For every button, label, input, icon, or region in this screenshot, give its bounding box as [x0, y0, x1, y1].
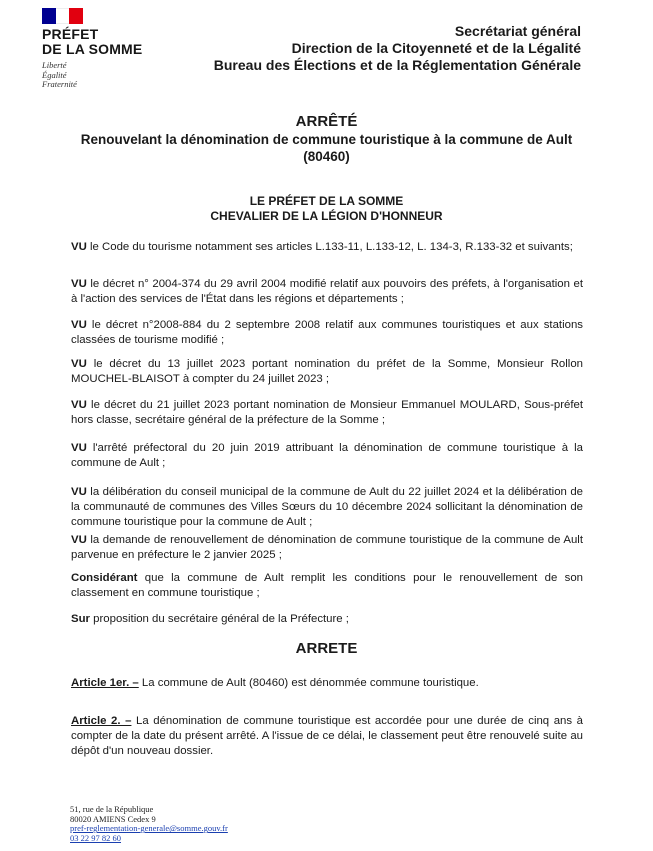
- french-flag-icon: [42, 8, 83, 24]
- article-2: [71, 714, 583, 760]
- republic-motto: [42, 61, 162, 90]
- prefet-line-1: LE PRÉFET DE LA SOMME: [249, 194, 404, 208]
- visa-text: la demande de renouvellement de dénomination de commune touristique de la commune de Ault parvenue en préfecture le 2 janvier 2025 ;: [71, 534, 583, 562]
- prefet-logo: [42, 8, 162, 90]
- logo-line-1: PRÉFET: [42, 26, 99, 42]
- visa-text: le décret n°2008-884 du 2 septembre 2008 relatif aux communes touristiques et aux stations classées de tourisme modifié ;: [71, 319, 583, 347]
- visa-paragraph: [71, 485, 583, 531]
- prefet-block: [0, 194, 653, 224]
- footer-address-1: 51, rue de la République: [70, 804, 154, 814]
- visa-keyword: VU: [71, 358, 87, 370]
- visa-paragraph: [71, 277, 583, 307]
- visa-paragraph: [71, 533, 583, 563]
- article-text: La commune de Ault (80460) est dénommée commune touristique.: [138, 677, 479, 689]
- proposition-text: proposition du secrétaire général de la Préfecture ;: [90, 613, 349, 625]
- header-line-2: Direction de la Citoyenneté et de la Légalité: [291, 40, 581, 56]
- proposition-paragraph: [71, 612, 583, 627]
- visa-paragraph: [71, 441, 583, 471]
- visa-keyword: VU: [71, 534, 87, 546]
- visa-text: l'arrêté préfectoral du 20 juin 2019 attribuant la dénomination de commune touristique à la commune de Ault ;: [71, 442, 583, 470]
- visa-keyword: VU: [71, 319, 87, 331]
- motto-liberte: Liberté: [42, 60, 67, 70]
- article-label: Article 2. –: [71, 715, 132, 727]
- visa-keyword: VU: [71, 486, 87, 498]
- visa-paragraph: [71, 318, 583, 348]
- visa-paragraph: [71, 357, 583, 387]
- header-line-1: Secrétariat général: [454, 23, 581, 39]
- visa-text: la délibération du conseil municipal de la commune de Ault du 22 juillet 2024 et la délibération de la communauté de communes des Villes Sœurs du 10 décembre 2024 sollicitant la dénomination de commune touristique pour la commune de Ault ;: [71, 486, 583, 529]
- footer-email-link[interactable]: pref-reglementation-generale@somme.gouv.fr: [70, 823, 228, 834]
- visa-paragraph: [71, 398, 583, 428]
- considerant-text: que la commune de Ault remplit les conditions pour le renouvellement de son classement en commune touristique ;: [71, 572, 583, 600]
- motto-egalite: Égalité: [42, 69, 67, 80]
- article-1: [71, 676, 583, 691]
- footer-address-2: 80020 AMIENS Cedex 9: [70, 813, 156, 824]
- document-subtitle: Renouvelant la dénomination de commune touristique à la commune de Ault (80460): [80, 132, 573, 164]
- article-label: Article 1er. –: [71, 677, 139, 689]
- logo-line-2: DE LA SOMME: [42, 41, 143, 57]
- visa-keyword: VU: [71, 399, 87, 411]
- footer-contact: [70, 805, 228, 843]
- visa-keyword: VU: [71, 278, 87, 290]
- header-line-3: Bureau des Élections et de la Réglementation Générale: [213, 57, 581, 73]
- considerant-paragraph: [71, 571, 583, 601]
- visa-text: le décret du 13 juillet 2023 portant nomination du préfet de la Somme, Monsieur Rollon MOUCHEL-BLAISOT à compter du 24 juillet 2023 ;: [71, 358, 583, 386]
- proposition-keyword: Sur: [71, 613, 90, 625]
- considerant-keyword: Considérant: [71, 572, 138, 584]
- visa-text: le Code du tourisme notamment ses articles L.133-11, L.133-12, L. 134-3, R.133-32 et suivants;: [86, 241, 573, 253]
- issuing-office-header: [214, 23, 581, 74]
- visa-text: le décret n° 2004-374 du 29 avril 2004 modifié relatif aux pouvoirs des préfets, à l'organisation et à l'action des services de l'État dans les régions et départements ;: [71, 278, 583, 306]
- visa-paragraph: [71, 240, 583, 255]
- motto-fraternite: Fraternité: [42, 79, 77, 89]
- article-text: La dénomination de commune touristique est accordée pour une durée de cinq ans à compter de la date du présent arrêté. A l'issue de ce délai, le classement peut être renouvelé suite au dépôt d'un nouveau dossier.: [71, 715, 583, 758]
- document-title: ARRÊTÉ: [295, 113, 358, 130]
- arrete-heading: ARRETE: [295, 640, 358, 657]
- visa-keyword: VU: [71, 442, 87, 454]
- visa-keyword: VU: [71, 241, 87, 253]
- footer-phone-link[interactable]: 03 22 97 82 60: [70, 832, 121, 843]
- prefet-line-2: CHEVALIER DE LA LÉGION D'HONNEUR: [210, 209, 443, 223]
- visa-text: le décret du 21 juillet 2023 portant nomination de Monsieur Emmanuel MOULARD, Sous-préfet hors classe, secrétaire général de la préfecture de la Somme ;: [71, 399, 583, 427]
